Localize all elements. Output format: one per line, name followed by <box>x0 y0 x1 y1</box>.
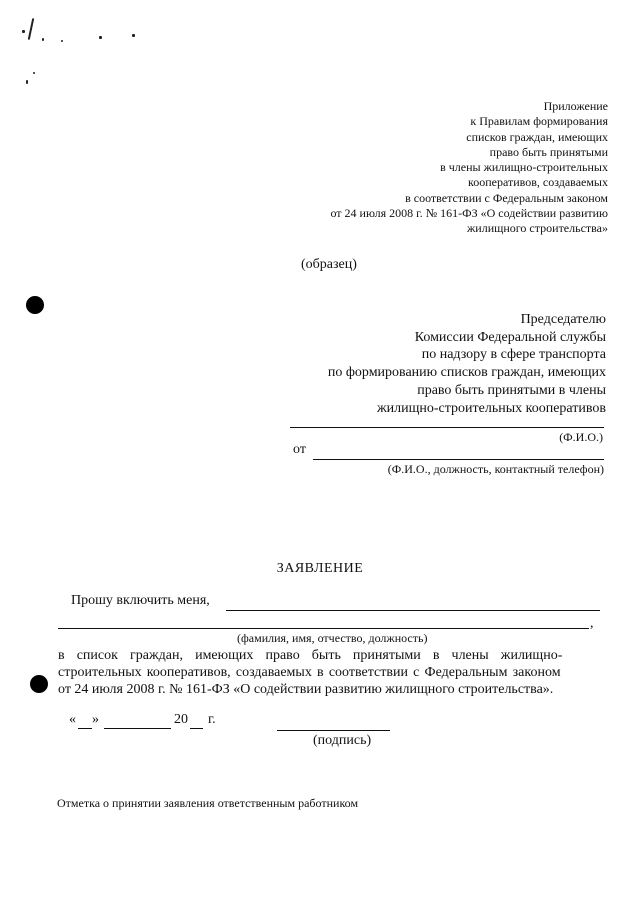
chairman-fio-field[interactable] <box>290 427 604 428</box>
annex-header <box>330 99 608 237</box>
scan-mark <box>61 40 63 42</box>
date-close-quote: » <box>92 712 99 727</box>
punch-hole <box>26 296 44 314</box>
scan-mark <box>26 80 28 84</box>
applicant-info-field[interactable] <box>313 459 604 460</box>
document-title: ЗАЯВЛЕНИЕ <box>276 561 364 576</box>
date-month-field[interactable] <box>104 728 171 729</box>
addressee-line: жилищно-строительных кооперативов <box>376 400 606 416</box>
applicant-info-caption: (Ф.И.О., должность, контактный телефон) <box>387 462 604 476</box>
date-year-suffix: г. <box>208 712 216 727</box>
scan-mark <box>132 34 135 37</box>
sample-label: (образец) <box>301 257 357 272</box>
addressee-block <box>328 311 606 417</box>
name-field-caption: (фамилия, имя, отчество, должность) <box>237 631 428 645</box>
request-body <box>58 647 603 698</box>
body-line: в список граждан, имеющих право быть принятыми в члены жилищно- <box>58 648 563 663</box>
scan-mark <box>99 36 102 39</box>
addressee-line: по формированию списков граждан, имеющих <box>327 365 606 381</box>
addressee-line: Комиссии Федеральной службы <box>414 329 606 345</box>
scan-mark <box>28 18 35 40</box>
annex-line: списков граждан, имеющих <box>466 129 608 144</box>
acceptance-note: Отметка о принятии заявления ответственным работником <box>57 796 359 810</box>
addressee-line: по надзору в сфере транспорта <box>421 347 606 363</box>
addressee-line: право быть принятыми в члены <box>417 382 606 398</box>
punch-hole <box>30 675 48 693</box>
request-intro: Прошу включить меня, <box>71 593 210 608</box>
annex-line: в соответствии с Федеральным законом <box>405 190 608 205</box>
scan-mark <box>42 38 44 41</box>
annex-line: от 24 июля 2008 г. № 161-ФЗ «О содействии развитию <box>330 206 608 221</box>
date-year-field[interactable] <box>190 728 203 729</box>
annex-line: право быть принятыми <box>489 144 608 159</box>
signature-caption: (подпись) <box>313 733 372 748</box>
applicant-name-field-2[interactable] <box>58 628 589 629</box>
signature-field[interactable] <box>277 730 390 731</box>
date-day-field[interactable] <box>78 728 92 729</box>
date-year-prefix: 20 <box>174 712 188 727</box>
annex-line: кооперативов, создаваемых <box>468 175 608 190</box>
scan-mark <box>33 72 35 74</box>
body-line: строительных кооперативов, создаваемых в соответствии с Федеральным законом <box>58 665 561 680</box>
name-field-comma: , <box>590 616 594 631</box>
date-open-quote: « <box>69 712 76 727</box>
chairman-fio-caption: (Ф.И.О.) <box>559 430 603 444</box>
scan-mark <box>22 30 25 33</box>
addressee-line: Председателю <box>520 312 606 327</box>
annex-line: в члены жилищно-строительных <box>440 160 608 175</box>
applicant-name-field-1[interactable] <box>226 610 600 611</box>
from-label: от <box>293 442 306 457</box>
annex-line: жилищного строительства» <box>467 221 608 236</box>
annex-line: к Правилам формирования <box>470 114 608 129</box>
annex-line: Приложение <box>543 99 608 113</box>
body-line: от 24 июля 2008 г. № 161-ФЗ «О содействии развитию жилищного строительства». <box>58 682 554 697</box>
